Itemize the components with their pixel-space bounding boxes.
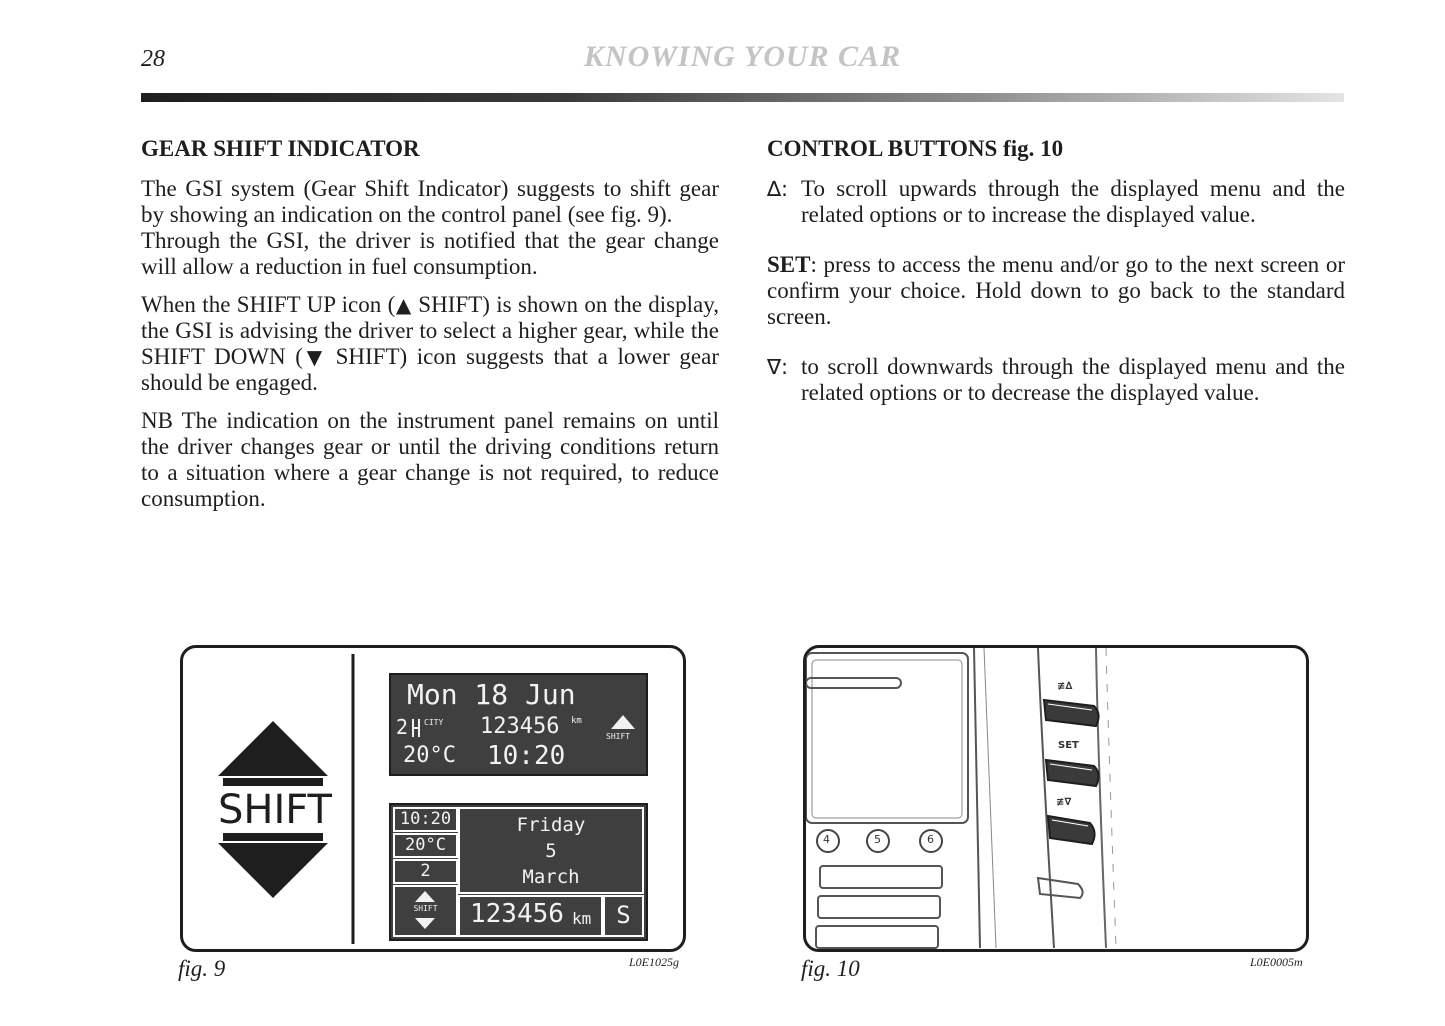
fig10-code: L0E0005m <box>1250 955 1303 969</box>
gsi-paragraph-1: The GSI system (Gear Shift Indicator) suggests to shift gear by showing an indication on the control panel (see fig. 9). <box>141 176 719 227</box>
display2-date-number: 5 <box>545 840 557 862</box>
page-number: 28 <box>141 46 165 72</box>
display2-gear: 2 <box>420 861 431 881</box>
shift-up-arrow-icon <box>218 721 328 776</box>
gsi-paragraph-3 <box>141 292 719 396</box>
fig10-caption: fig. 10 <box>801 956 860 981</box>
display1-city: CITY <box>424 718 444 727</box>
right-column <box>767 134 1345 430</box>
display2-temperature: 20°C <box>405 835 446 855</box>
gsi-p3-part-c: SHIFT) icon suggests that a lower gear should be engaged. <box>141 344 719 395</box>
gsi-p3-part-a: When the SHIFT UP icon ( <box>141 292 396 317</box>
display-standard <box>389 673 648 776</box>
figure-10 <box>803 645 1309 952</box>
up-button-text: To scroll upwards through the displayed menu and the related options or to increase the displayed value. <box>801 176 1345 227</box>
set-text: : press to access the menu and/or go to the next screen or confirm your choice. Hold down to go back to the standard screen. <box>767 252 1345 329</box>
up-button-description <box>767 176 1345 228</box>
display1-temperature: 20°C <box>403 743 456 768</box>
set-button-description <box>767 252 1345 330</box>
set-button-label: SET <box>1058 740 1079 751</box>
display2-odometer-cell <box>458 895 603 937</box>
display2-shift-cell <box>393 885 458 937</box>
control-buttons-heading: CONTROL BUTTONS fig. 10 <box>767 136 1064 161</box>
display1-gear: 2 <box>396 715 409 739</box>
shift-down-arrow-icon <box>218 843 328 898</box>
lamp-icon: ≢ <box>1056 797 1065 808</box>
fig9-code: L0E1025g <box>629 955 680 969</box>
display1-shift-label: SHIFT <box>606 732 631 741</box>
display2-time-cell <box>393 807 458 832</box>
down-button-text: to scroll downwards through the displayed menu and the related options or to decrease the displayed value. <box>801 354 1345 405</box>
down-triangle-icon: ∇: <box>767 355 789 379</box>
display2-mode: S <box>616 901 631 929</box>
gsi-heading: GEAR SHIFT INDICATOR <box>141 136 420 161</box>
display1-date: Mon 18 Jun <box>407 678 576 711</box>
display2-day: Friday <box>516 814 586 836</box>
display1-shift-up-icon <box>611 715 635 729</box>
down-button-label <box>1056 797 1071 808</box>
shift-down-symbol-icon: ▼ <box>302 345 326 369</box>
display1-time: 10:20 <box>487 741 566 771</box>
fig9-caption: fig. 9 <box>178 956 226 981</box>
up-button-shape <box>1044 700 1099 726</box>
up-button-label <box>1057 681 1072 692</box>
gsi-paragraph-4: NB The indication on the instrument panel remains on until the driver changes gear or until the driving conditions return to a situation where a gear change is not required, to reduce consumption. <box>141 408 719 511</box>
display2-odometer: 123456 <box>470 899 564 929</box>
gsi-paragraph-2: Through the GSI, the driver is notified that the gear change will allow a reduction in fuel consumption. <box>141 228 719 279</box>
display2-month: March <box>522 866 580 888</box>
shift-word: SHIFT <box>217 787 332 833</box>
down-button-description <box>767 354 1345 406</box>
up-button-label-symbol: ∆ <box>1065 681 1073 692</box>
display1-km: km <box>571 716 582 726</box>
figure-9 <box>180 645 686 952</box>
header-rule <box>141 93 1344 102</box>
left-column <box>141 134 719 524</box>
display2-time: 10:20 <box>399 809 452 829</box>
preset-button-4-label: 4 <box>823 833 830 846</box>
lamp-icon: ≢ <box>1057 681 1066 692</box>
set-label: SET <box>767 252 811 277</box>
preset-button-6-label: 6 <box>927 833 934 846</box>
display2-shift-label: SHIFT <box>413 904 438 913</box>
display1-odometer: 123456 <box>480 714 560 739</box>
set-button-shape <box>1046 760 1099 786</box>
preset-button-5-label: 5 <box>874 833 881 846</box>
display-trip <box>389 803 648 941</box>
display2-gear-cell <box>393 859 458 884</box>
display2-date-cell <box>458 807 644 894</box>
display2-km: km <box>572 909 592 928</box>
gsi-p3-part-b: SHIFT) is shown on the display, the GSI is advising the driver to select a higher gear, while the SHIFT DOWN ( <box>141 292 719 369</box>
shift-up-symbol-icon: ▲ <box>395 293 412 317</box>
running-title: KNOWING YOUR CAR <box>583 40 902 73</box>
display2-temperature-cell <box>393 833 458 858</box>
display1-gearbox-icon <box>409 717 423 739</box>
display2-mode-cell <box>603 895 644 937</box>
up-triangle-icon: ∆: <box>767 177 789 201</box>
down-button-label-symbol: ∇ <box>1064 797 1072 808</box>
